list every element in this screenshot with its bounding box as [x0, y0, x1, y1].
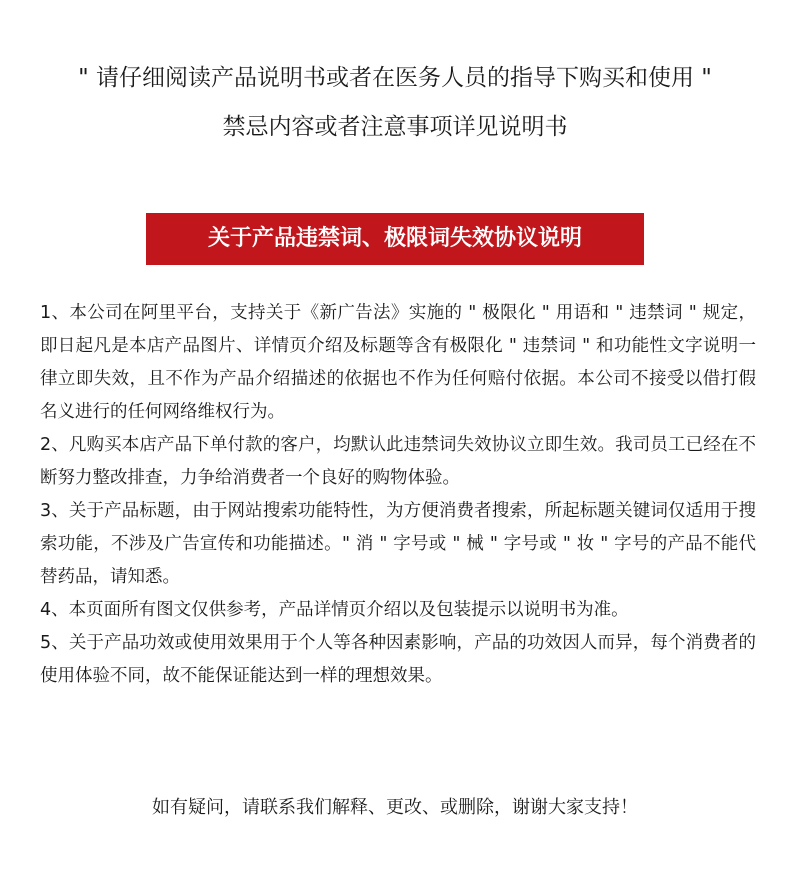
agreement-banner: 关于产品违禁词、极限词失效协议说明: [146, 213, 644, 265]
clause-5: 5、关于产品功效或使用效果用于个人等各种因素影响，产品的功效因人而异，每个消费者的使用体验不同，故不能保证能达到一样的理想效果。: [40, 633, 756, 686]
clause-1: 1、本公司在阿里平台，支持关于《新广告法》实施的 " 极限化 " 用语和 " 违禁词 " 规定，即日起凡是本店产品图片、详情页介绍及标题等含有极限化 " 违禁词 " 和功能性文字说明一律立即失效，且不作为产品介绍描述的依据也不作为任何赔付依据。本公司不接受以借打假名义进行的任何网络维权行为。: [40, 303, 756, 422]
clause-list: [40, 297, 756, 693]
clause-2: 2、凡购买本店产品下单付款的客户，均默认此违禁词失效协议立即生效。我司员工已经在不断努力整改排查，力争给消费者一个良好的购物体验。: [40, 435, 756, 488]
notice-line-2: 禁忌内容或者注意事项详见说明书: [222, 114, 568, 140]
clause-3: 3、关于产品标题，由于网站搜索功能特性，为方便消费者搜索，所起标题关键词仅适用于搜索功能，不涉及广告宣传和功能描述。" 消 " 字号或 " 械 " 字号或 " 妆 " 字号的产品不能代替药品，请知悉。: [40, 501, 756, 587]
contact-note: 如有疑问，请联系我们解释、更改、或删除，谢谢大家支持！: [152, 797, 638, 818]
notice-line-1: " 请仔细阅读产品说明书或者在医务人员的指导下购买和使用 ": [78, 65, 712, 91]
clause-4: 4、本页面所有图文仅供参考，产品详情页介绍以及包装提示以说明书为准。: [40, 600, 629, 620]
